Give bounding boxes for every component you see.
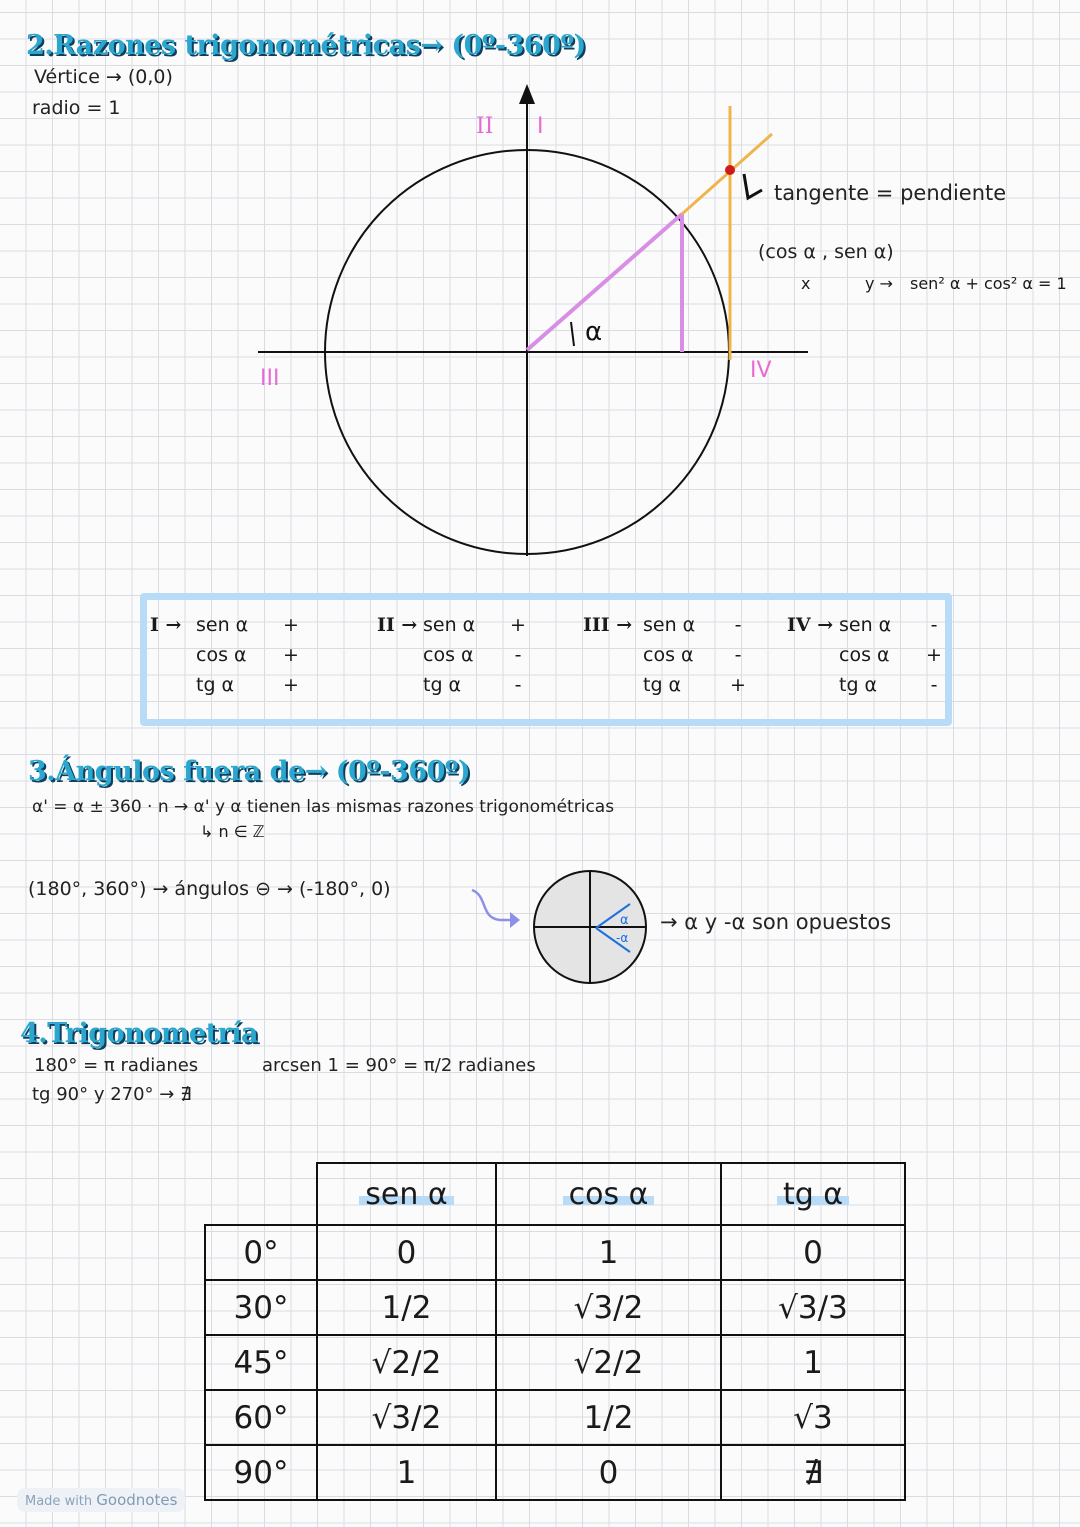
arcsen-note: arcsen 1 = 90° = π/2 radianes (262, 1055, 536, 1076)
curved-arrow (472, 890, 512, 920)
section-3-title: 3.Ángulos fuera de→ (0º-360º) (28, 756, 471, 787)
radians-note: 180° = π radianes (34, 1055, 199, 1076)
n-integer-note: ↳ n ∈ ℤ (200, 822, 265, 841)
quadrant-ii-label: II (476, 114, 494, 139)
table-row: 0° 0 1 0 (205, 1225, 905, 1280)
radius-segment (527, 214, 682, 350)
tangent-point (725, 165, 735, 175)
quadrant-iv-signs: IV → sen α - cos α + tg α - (787, 614, 942, 696)
header-tg: tg α (721, 1163, 905, 1225)
section-2-title: 2.Razones trigonométricas→ (0º-360º) (26, 30, 586, 61)
quadrant-i-label: I (537, 114, 544, 139)
table-row: 30° 1/2 √3/2 √3/3 (205, 1280, 905, 1335)
goodnotes-badge[interactable]: Made with Goodnotes (17, 1488, 185, 1512)
vertex-note: Vértice → (0,0) (34, 66, 173, 88)
quadrant-ii-signs: II → sen α + cos α - tg α - (377, 614, 526, 696)
header-sen: sen α (317, 1163, 496, 1225)
quadrant-iii-label: III (260, 366, 280, 391)
quadrant-label: IV → (787, 614, 834, 636)
signs-box (140, 593, 952, 726)
neg-alpha-angle-label: -α (616, 931, 629, 945)
quadrant-label: II → (377, 614, 418, 636)
angle-mark (571, 322, 574, 346)
quadrant-i-signs: I → sen α + cos α + tg α + (150, 614, 299, 696)
periodicity-formula: α' = α ± 360 · n → α' y α tienen las mismas razones trigonométricas (32, 797, 615, 817)
header-cos: cos α (496, 1163, 721, 1225)
pythagorean-identity: sen² α + cos² α = 1 (910, 274, 1067, 293)
tangent-note: tangente = pendiente (774, 181, 1007, 205)
table-corner (205, 1163, 317, 1225)
y-axis-arrow (519, 84, 535, 104)
tangent-pointer (744, 174, 762, 198)
y-label: y → (865, 274, 893, 293)
tg-undefined-note: tg 90° y 270° → ∄ (32, 1084, 192, 1105)
table-row: 60° √3/2 1/2 √3 (205, 1390, 905, 1445)
radius-note: radio = 1 (32, 97, 121, 119)
negative-angles-note: (180°, 360°) → ángulos ⊖ → (-180°, 0) (28, 878, 391, 900)
coords-note: (cos α , sen α) (758, 241, 894, 263)
section-4-title: 4.Trigonometría (20, 1018, 259, 1049)
opposite-note: → α y -α son opuestos (660, 910, 892, 934)
quadrant-iii-signs: III → sen α - cos α - tg α + (583, 614, 746, 696)
trig-values-table (204, 1162, 906, 1501)
opposite-angles-diagram (460, 860, 680, 990)
alpha-angle-label: α (620, 913, 629, 928)
quadrant-label: III → (583, 614, 633, 636)
x-label: x (801, 274, 811, 293)
quadrant-iv-label: IV (750, 358, 772, 383)
table-row: 45° √2/2 √2/2 1 (205, 1335, 905, 1390)
quadrant-label: I → (150, 614, 182, 636)
table-row: 90° 1 0 ∄ (205, 1445, 905, 1500)
alpha-label: α (585, 317, 603, 347)
